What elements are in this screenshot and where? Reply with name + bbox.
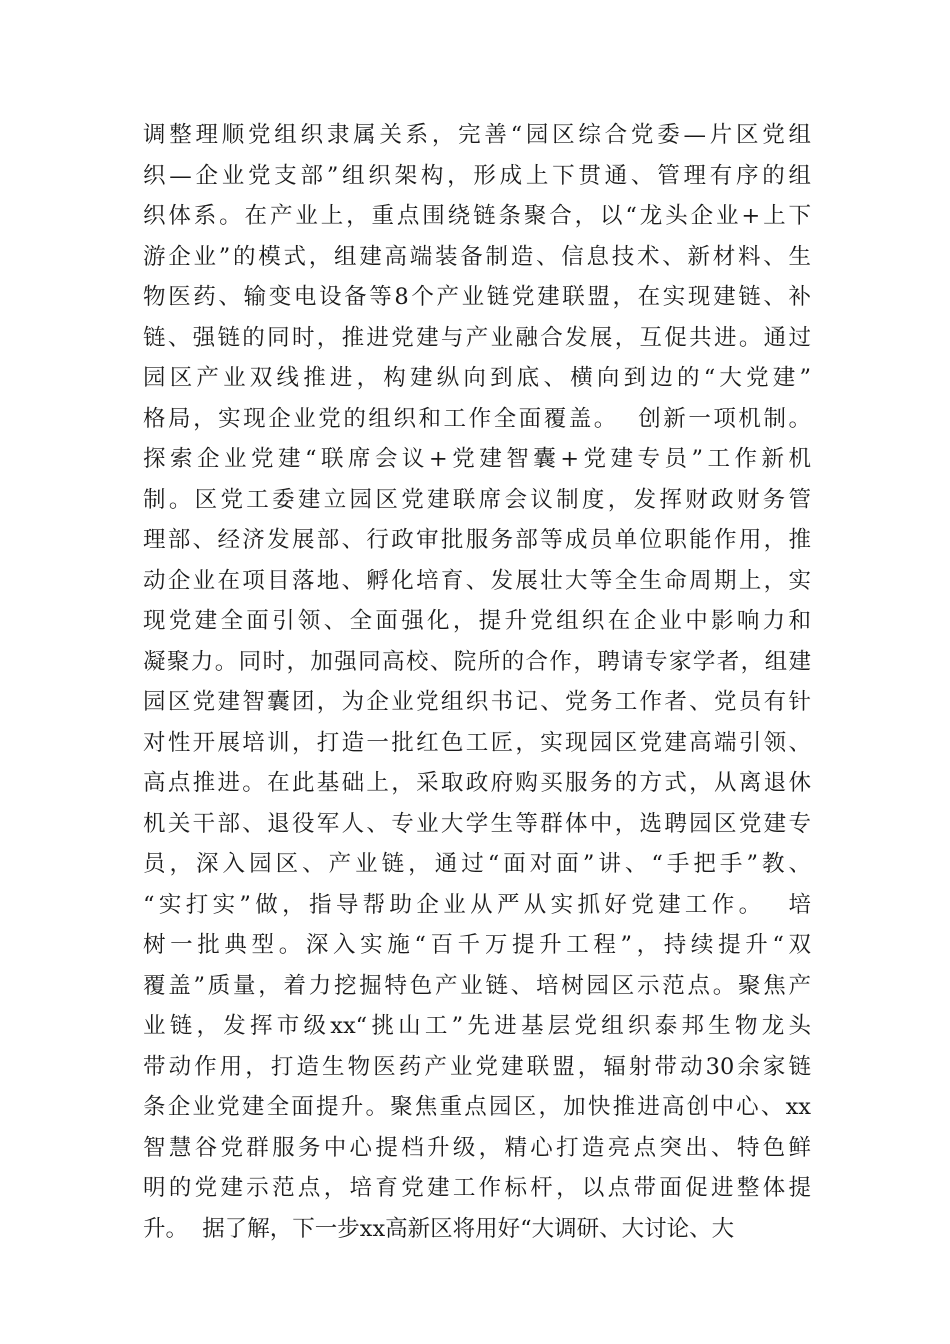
text-line: 员，深入园区、产业链，通过“面对面”讲、“手把手”教、: [143, 851, 811, 877]
text-line: 动企业在项目落地、孵化培育、发展壮大等全生命周期上，实: [143, 567, 811, 594]
text-line: 覆盖”质量，着力挖掘特色产业链、培树园区示范点。聚焦产: [143, 972, 811, 999]
text-line: 对性开展培训，打造一批红色工匠，实现园区党建高端引领、: [143, 729, 811, 756]
text-line: “实打实”做，指导帮助企业从严从实抓好党建工作。 培: [143, 891, 811, 918]
text-line: 链、强链的同时，推进党建与产业融合发展，互促共进。通过: [143, 324, 811, 351]
text-line: 智慧谷党群服务中心提档升级，精心打造亮点突出、特色鲜: [143, 1134, 811, 1161]
text-line: 制。区党工委建立园区党建联席会议制度，发挥财政财务管: [143, 486, 811, 513]
text-line: 织—企业党支部”组织架构，形成上下贯通、管理有序的组: [143, 162, 811, 189]
text-line: 升。 据了解，下一步xx高新区将用好“大调研、大讨论、大: [143, 1215, 735, 1242]
text-line: 树一批典型。深入实施“百千万提升工程”，持续提升“双: [143, 932, 811, 958]
text-line: 园区产业双线推进，构建纵向到底、横向到边的“大党建”: [143, 365, 811, 391]
text-line: 园区党建智囊团，为企业党组织书记、党务工作者、党员有针: [143, 689, 811, 715]
text-line: 理部、经济发展部、行政审批服务部等成员单位职能作用，推: [143, 527, 811, 553]
text-line: 探索企业党建“联席会议+党建智囊+党建专员”工作新机: [143, 446, 811, 472]
text-line: 物医药、输变电设备等8个产业链党建联盟，在实现建链、补: [143, 284, 811, 310]
text-line: 格局，实现企业党的组织和工作全面覆盖。 创新一项机制。: [143, 405, 811, 432]
text-line: 现党建全面引领、全面强化，提升党组织在企业中影响力和: [143, 608, 811, 634]
text-line: 高点推进。在此基础上，采取政府购买服务的方式，从离退休: [143, 770, 811, 796]
text-line: 条企业党建全面提升。聚焦重点园区，加快推进高创中心、xx: [143, 1094, 811, 1120]
text-line: 机关干部、退役军人、专业大学生等群体中，选聘园区党建专: [143, 810, 811, 837]
body-text: [143, 115, 811, 1249]
text-line: 游企业”的模式，组建高端装备制造、信息技术、新材料、生: [143, 243, 811, 270]
text-line: 带动作用，打造生物医药产业党建联盟，辐射带动30余家链: [143, 1053, 811, 1080]
text-line: 业链，发挥市级xx“挑山工”先进基层党组织泰邦生物龙头: [143, 1013, 811, 1039]
text-line: 明的党建示范点，培育党建工作标杆，以点带面促进整体提: [143, 1175, 811, 1201]
text-line: 调整理顺党组织隶属关系，完善“园区综合党委—片区党组: [143, 122, 811, 148]
text-line: 凝聚力。同时，加强同高校、院所的合作，聘请专家学者，组建: [143, 648, 811, 675]
text-line: 织体系。在产业上，重点围绕链条聚合，以“龙头企业+上下: [143, 203, 811, 229]
